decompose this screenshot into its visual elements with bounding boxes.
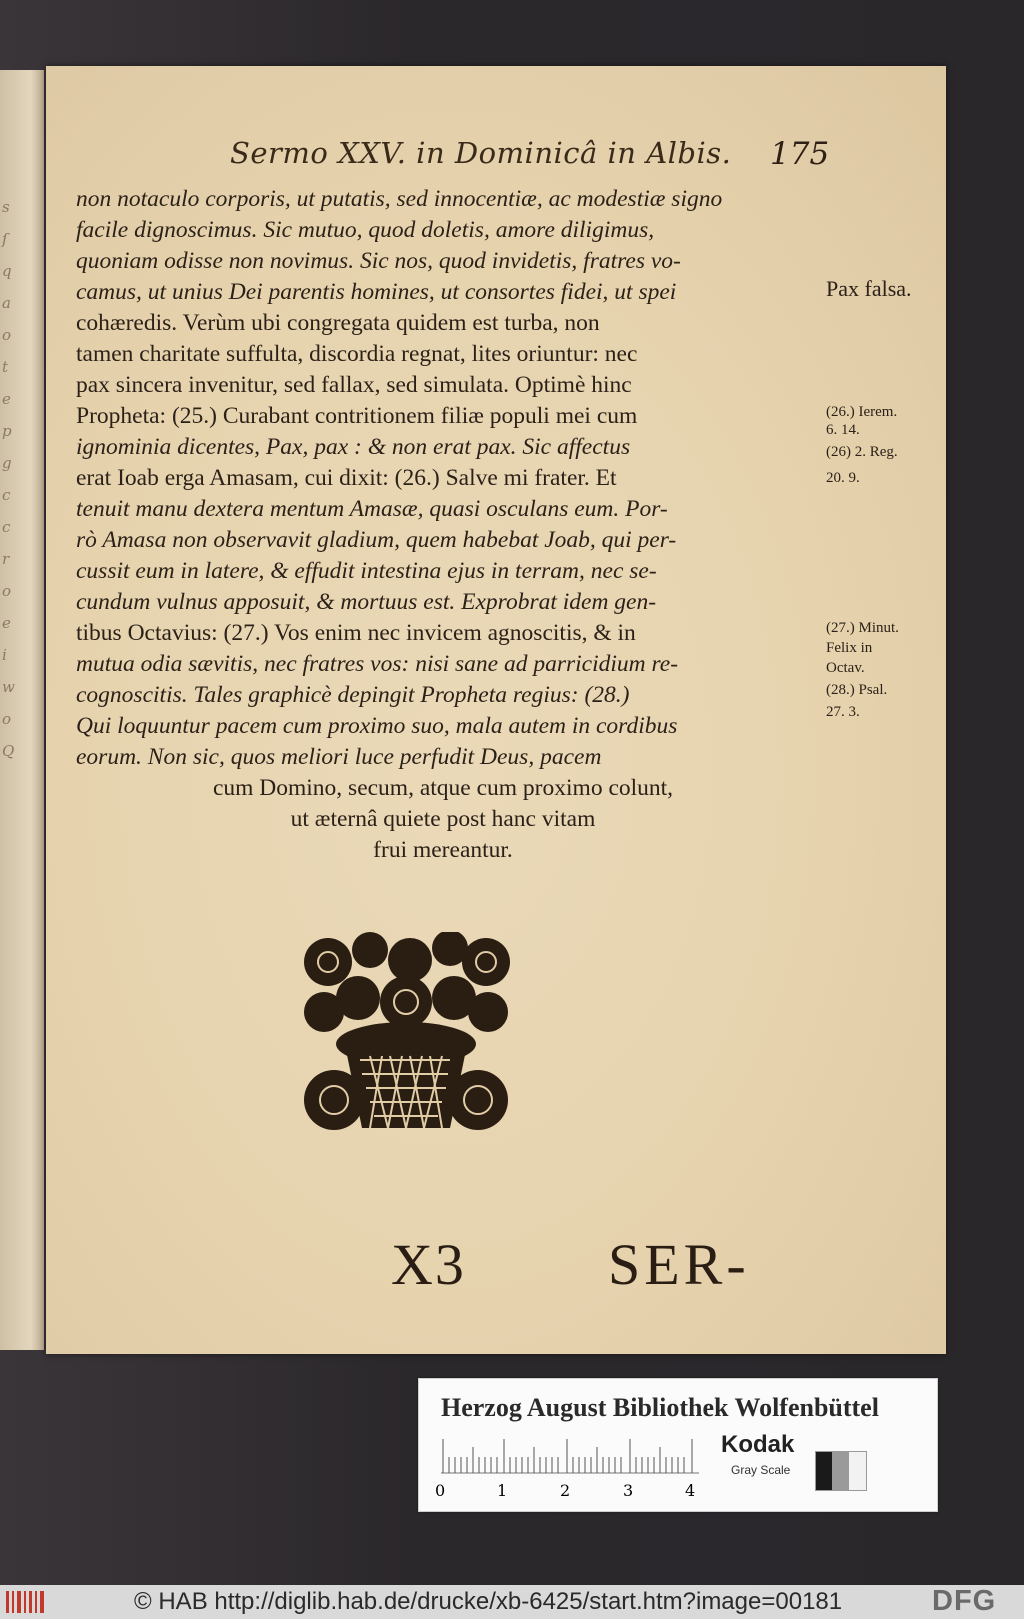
edge-fragment: s xyxy=(2,198,10,216)
text-line: ut æternâ quiete post hanc vitam xyxy=(290,806,596,832)
barcode-logo-icon xyxy=(4,1589,48,1615)
copyright-credit: © HAB http://diglib.hab.de/drucke/xb-6425/start.htm?image=00181 xyxy=(134,1588,843,1615)
footer-bar xyxy=(0,1585,1024,1619)
catchword: SER- xyxy=(608,1232,750,1297)
running-title: Sermo XXV. in Dominicâ in Albis. xyxy=(230,136,732,170)
text-line: cognoscitis. Tales graphicè depingit Propheta regius: (28.) xyxy=(76,682,630,708)
page-number: 175 xyxy=(770,136,830,172)
signature-mark: X3 xyxy=(391,1232,466,1297)
scale-number: 0 xyxy=(435,1481,446,1500)
margin-note: (27.) Minut. xyxy=(826,620,899,636)
text-line: tibus Octavius: (27.) Vos enim nec invicem agnoscitis, & in xyxy=(76,620,636,646)
scale-number: 2 xyxy=(560,1481,571,1500)
text-line: erat Ioab erga Amasam, cui dixit: (26.) Salve mi frater. Et xyxy=(76,465,617,491)
text-line: eorum. Non sic, quos meliori luce perfudit Deus, pacem xyxy=(76,744,602,770)
scale-number: 1 xyxy=(497,1481,508,1500)
text-line: frui mereantur. xyxy=(373,837,513,863)
text-line: facile dignoscimus. Sic mutuo, quod doletis, amore diligimus, xyxy=(76,217,655,243)
text-line: cundum vulnus apposuit, & mortuus est. Exprobrat idem gen- xyxy=(76,589,657,615)
text-line: non notaculo corporis, ut putatis, sed innocentiæ, ac modestiæ signo xyxy=(76,186,723,212)
text-line: tenuit manu dextera mentum Amasæ, quasi osculans eum. Por- xyxy=(76,496,668,522)
text-line: camus, ut unius Dei parentis homines, ut consortes fidei, ut spei xyxy=(76,279,677,305)
margin-note: (28.) Psal. xyxy=(826,682,888,698)
edge-fragment: c xyxy=(2,486,11,504)
book-page xyxy=(46,66,946,1354)
flower-basket-ornament-icon xyxy=(300,932,512,1136)
text-line: cum Domino, secum, atque cum proximo colunt, xyxy=(212,775,674,801)
edge-fragment: o xyxy=(2,710,12,728)
margin-note: 6. 14. xyxy=(826,422,860,438)
edge-fragment: Q xyxy=(2,742,15,760)
edge-fragment: p xyxy=(2,422,12,440)
edge-fragment: q xyxy=(2,262,12,280)
ruler-scale-icon xyxy=(441,1435,699,1475)
scale-number: 3 xyxy=(623,1481,634,1500)
text-line: Propheta: (25.) Curabant contritionem filiæ populi mei cum xyxy=(76,403,638,429)
edge-fragment: i xyxy=(2,646,7,664)
text-line: cussit eum in latere, & effudit intestina ejus in terram, nec se- xyxy=(76,558,657,584)
running-head xyxy=(184,136,830,172)
gray-patch-icon xyxy=(815,1451,867,1491)
edge-fragment: ſ xyxy=(2,230,8,248)
margin-note: 20. 9. xyxy=(826,470,860,486)
dfg-logo: DFG xyxy=(932,1585,997,1617)
text-line: cohæredis. Verùm ubi congregata quidem est turba, non xyxy=(76,310,600,336)
previous-page-edge xyxy=(0,70,44,1350)
edge-fragment: r xyxy=(2,550,10,568)
margin-note: (26) 2. Reg. xyxy=(826,444,898,460)
margin-note-pax-falsa: Pax falsa. xyxy=(826,276,912,301)
text-line: tamen charitate suffulta, discordia regnat, lites oriuntur: nec xyxy=(76,341,638,367)
edge-fragment: a xyxy=(2,294,11,312)
margin-note: Felix in xyxy=(826,640,873,656)
edge-fragment: t xyxy=(2,358,9,376)
color-reference-card xyxy=(418,1378,938,1512)
edge-fragment: e xyxy=(2,390,11,408)
text-line: pax sincera invenitur, sed fallax, sed simulata. Optimè hinc xyxy=(76,372,632,398)
library-name: Herzog August Bibliothek Wolfenbüttel xyxy=(441,1393,879,1422)
kodak-label: Kodak xyxy=(721,1431,795,1458)
edge-fragment: w xyxy=(2,678,15,696)
edge-fragment: o xyxy=(2,326,12,344)
margin-note: Octav. xyxy=(826,660,865,676)
edge-fragment: c xyxy=(2,518,11,536)
text-line: ignominia dicentes, Pax, pax : & non erat pax. Sic affectus xyxy=(76,434,631,460)
scale-number: 4 xyxy=(685,1481,696,1500)
edge-fragment: o xyxy=(2,582,12,600)
text-line: mutua odia sævitis, nec fratres vos: nisi sane ad parricidium re- xyxy=(76,651,679,677)
text-line: rò Amasa non observavit gladium, quem habebat Joab, qui per- xyxy=(76,527,677,553)
edge-fragment: g xyxy=(2,454,12,472)
margin-note: (26.) Ierem. xyxy=(826,404,898,420)
margin-note: 27. 3. xyxy=(826,704,860,720)
edge-fragment: e xyxy=(2,614,11,632)
gray-scale-label: Gray Scale xyxy=(731,1463,791,1477)
text-line: quoniam odisse non novimus. Sic nos, quod invidetis, fratres vo- xyxy=(76,248,681,274)
text-line: Qui loquuntur pacem cum proximo suo, mala autem in cordibus xyxy=(76,713,678,739)
